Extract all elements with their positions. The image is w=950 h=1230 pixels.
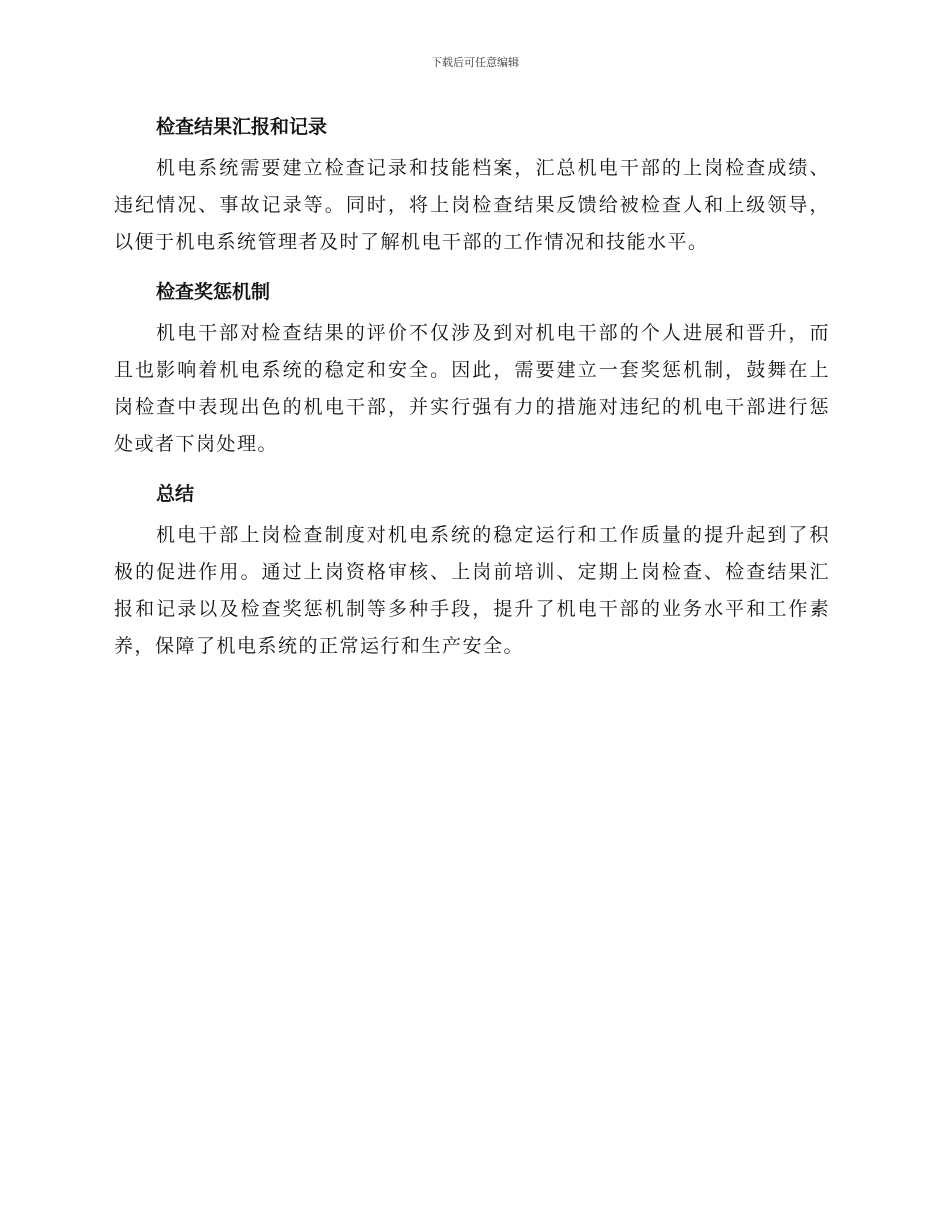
section-report-records — [114, 110, 830, 261]
document-body — [114, 110, 830, 679]
section-heading: 检查结果汇报和记录 — [156, 116, 328, 138]
section-summary — [114, 477, 830, 665]
section-paragraph: 机电系统需要建立检查记录和技能档案，汇总机电干部的上岗检查成绩、违纪情况、事故记录等。同时，将上岗检查结果反馈给被检查人和上级领导，以便于机电系统管理者及时了解机电干部的工作情况和技能水平。 — [114, 157, 830, 253]
section-paragraph: 机电干部上岗检查制度对机电系统的稳定运行和工作质量的提升起到了积极的促进作用。通过上岗资格审核、上岗前培训、定期上岗检查、检查结果汇报和记录以及检查奖惩机制等多种手段，提升了机电干部的业务水平和工作素养，保障了机电系统的正常运行和生产安全。 — [114, 524, 830, 657]
section-paragraph: 机电干部对检查结果的评价不仅涉及到对机电干部的个人进展和晋升，而且也影响着机电系统的稳定和安全。因此，需要建立一套奖惩机制，鼓舞在上岗检查中表现出色的机电干部，并实行强有力的措施对违纪的机电干部进行惩处或者下岗处理。 — [114, 322, 830, 455]
header-note: 下载后可任意编辑 — [431, 56, 519, 69]
section-reward-punishment — [114, 275, 830, 463]
section-heading: 总结 — [156, 483, 195, 505]
section-heading: 检查奖惩机制 — [156, 281, 271, 303]
